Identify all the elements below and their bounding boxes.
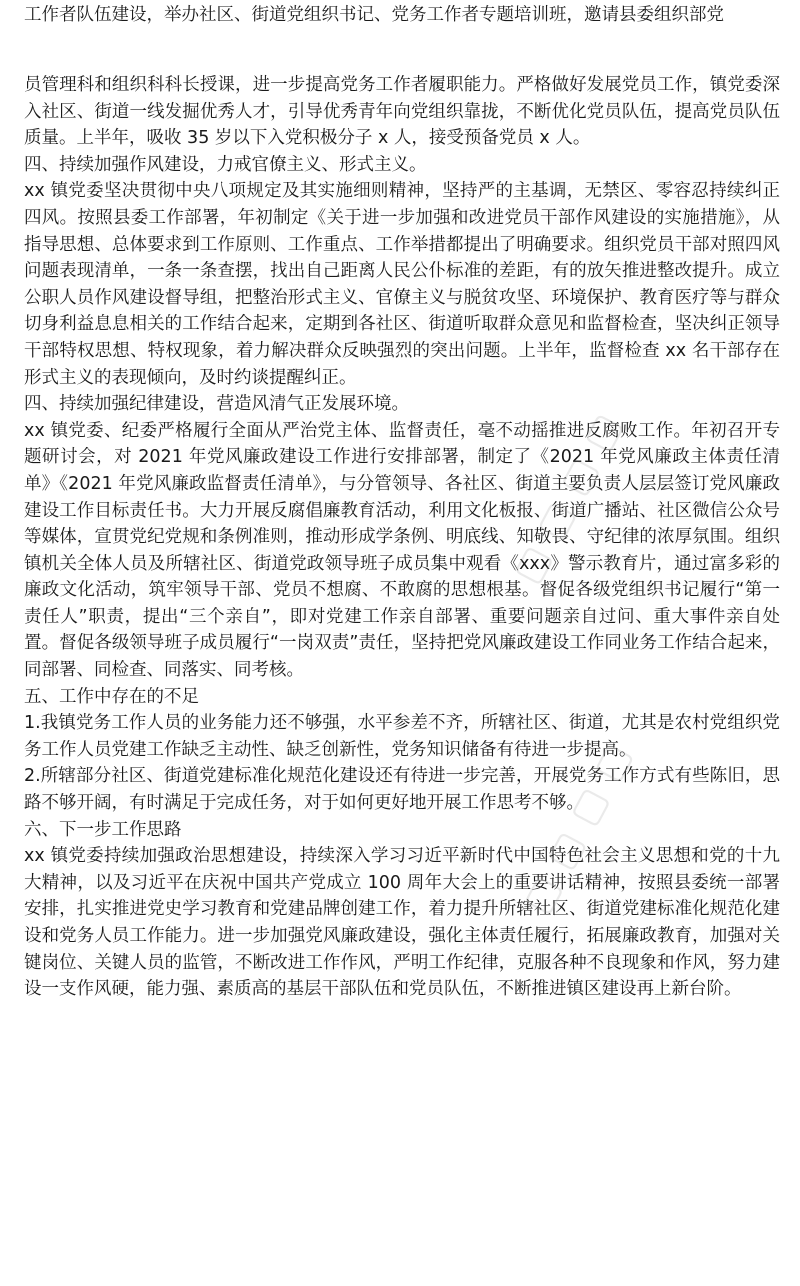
watermark-shape: ▢▢▢▢ <box>513 723 647 921</box>
top-line: 工作者队伍建设，举办社区、街道党组织书记、党务工作者专题培训班，邀请县委组织部党 <box>24 5 724 25</box>
paragraph-style: xx 镇党委坚决贯彻中央八项规定及其实施细则精神，坚持严的主基调，无禁区、零容忍持续纠正四风。按照县委工作部署，年初制定《关于进一步加强和改进党员干部作风建设的实施措施》，从指导思想、总体要求到工作原则、工作重点、工作举措都提出了明确要求。组织党员干部对照四风问题表现清单，一条一条查摆，找出自己距离人民公仆标准的差距，有的放矢推进整改提升。成立公职人员作风建设督导组，把整治形式主义、官僚主义与脱贫攻坚、环境保护、教育医疗等与群众切身利益息息相关的工作结合起来，定期到各社区、街道听取群众意见和监督检查，坚决纠正领导干部特权思想、特权现象，着力解决群众反映强烈的突出问题。上半年，监督检查 xx 名干部存在形式主义的表现倾向，及时约谈提醒纠正。 <box>24 181 780 388</box>
document-body <box>24 72 780 1003</box>
watermark-shape: ▢▢▢▢ <box>503 393 637 591</box>
section-heading-6: 六、下一步工作思路 <box>24 819 182 840</box>
paragraph-shortcoming-1: 1.我镇党务工作人员的业务能力还不够强，水平参差不齐，所辖社区、街道，尤其是农村党组织党务工作人员党建工作缺乏主动性、缺乏创新性，党务知识储备有待进一步提高。 <box>24 713 780 760</box>
paragraph-discipline: xx 镇党委、纪委严格履行全面从严治党主体、监督责任，毫不动摇推进反腐败工作。年初召开专题研讨会，对 2021 年党风廉政建设工作进行安排部署，制定了《2021 年党风廉政主体责任清单》《2021 年党风廉政监督责任清单》，与分管领导、各社区、街道主要负责人层层签订党风廉政建设工作目标责任书。大力开展反腐倡廉教育活动，利用文化板报、街道广播站、社区微信公众号等媒体，宣贯党纪党规和条例准则，推动形成学条例、明底线、知敬畏、守纪律的浓厚氛围。组织镇机关全体人员及所辖社区、街道党政领导班子成员集中观看《xxx》警示教育片，通过富多彩的廉政文化活动，筑牢领导干部、党员不想腐、不敢腐的思想根基。督促各级党组织书记履行“第一责任人”职责，提出“三个亲自”，即对党建工作亲自部署、重要问题亲自过问、重大事件亲自处置。督促各级领导班子成员履行“一岗双责”责任，坚持把党风廉政建设工作同业务工作结合起来，同部署、同检查、同落实、同考核。 <box>24 420 780 681</box>
paragraph-next-steps: xx 镇党委持续加强政治思想建设，持续深入学习习近平新时代中国特色社会主义思想和党的十九大精神，以及习近平在庆祝中国共产党成立 100 周年大会上的重要讲话精神，按照县委统一部署安排，扎实推进党史学习教育和党建品牌创建工作，着力提升所辖社区、街道党建标准化规范化建设和党务人员工作能力。进一步加强党风廉政建设，强化主体责任履行，拓展廉政教育，加强对关键岗位、关键人员的监管，不断改进工作作风，严明工作纪律，克服各种不良现象和作风，努力建设一支作风硬，能力强、素质高的基层干部队伍和党员队伍，不断推进镇区建设再上新台阶。 <box>24 846 780 1000</box>
paragraph-shortcoming-2: 2.所辖部分社区、街道党建标准化规范化建设还有待进一步完善，开展党务工作方式有些陈旧，思路不够开阔，有时满足于完成任务，对于如何更好地开展工作思考不够。 <box>24 766 780 814</box>
paragraph-1: 员管理科和组织科科长授课，进一步提高党务工作者履职能力。严格做好发展党员工作，镇党委深入社区、街道一线发掘优秀人才，引导优秀青年向党组织靠拢，不断优化党员队伍，提高党员队伍质量。上半年，吸收 35 岁以下入党积极分子 x 人，接受预备党员 x 人。 <box>24 75 780 149</box>
section-heading-4a: 四、持续加强作风建设，力戒官僚主义、形式主义。 <box>24 154 427 175</box>
section-heading-4b: 四、持续加强纪律建设，营造风清气正发展环境。 <box>24 394 409 415</box>
section-heading-5: 五、工作中存在的不足 <box>24 686 199 707</box>
